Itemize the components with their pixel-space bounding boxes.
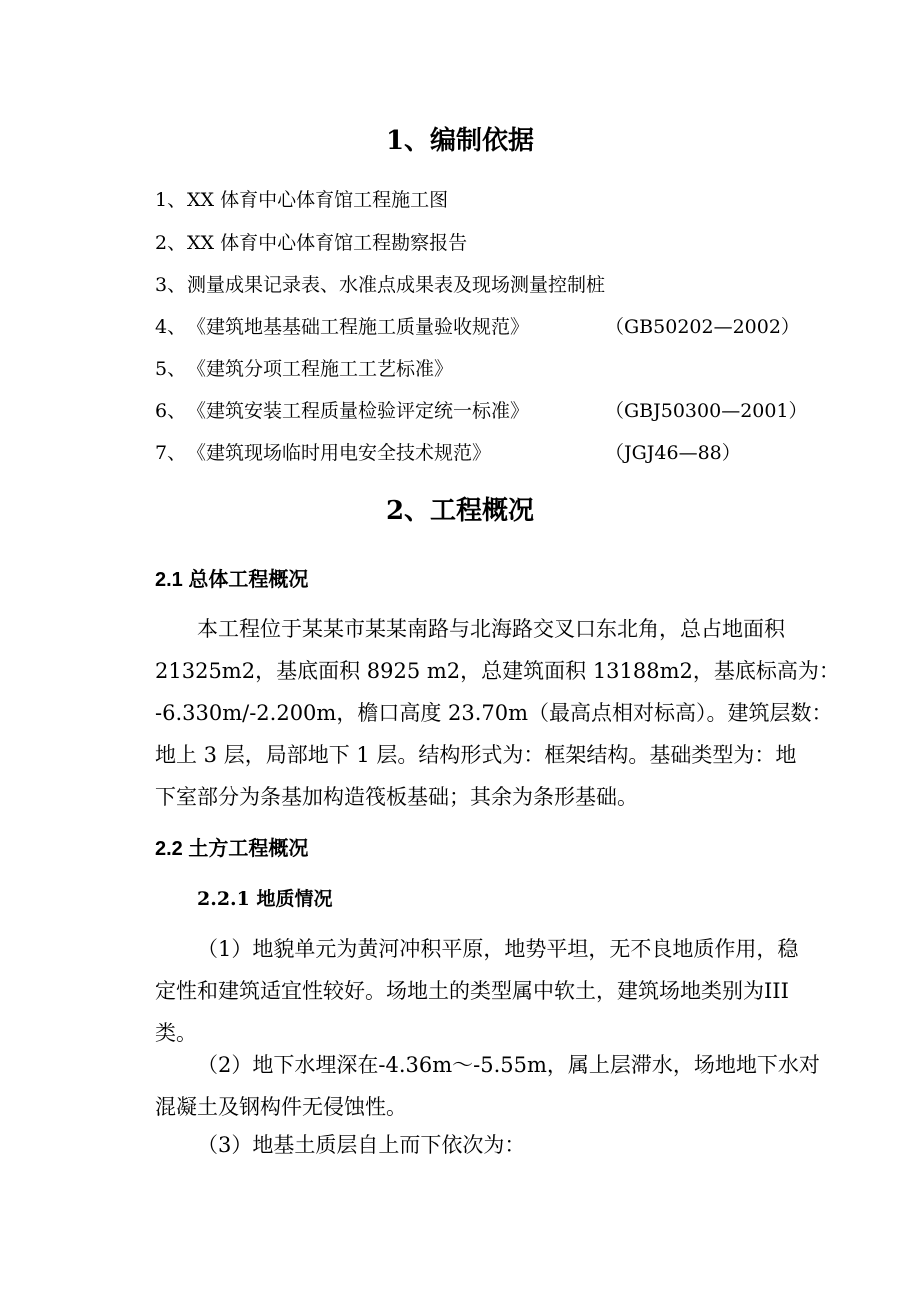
reference-number: 5、 <box>155 358 187 380</box>
reference-text: XX 体育中心体育馆工程施工图 <box>187 189 449 211</box>
section-2-title: 2、工程概况 <box>385 496 535 526</box>
reference-number: 2、 <box>155 232 187 254</box>
paragraph-line: （2）地下水埋深在-4.36m～-5.55m，属上层滞水，场地地下水对 <box>197 1053 820 1077</box>
reference-item <box>155 396 808 423</box>
reference-number: 7、 <box>155 442 187 464</box>
reference-code: （JGJ46—88） <box>605 442 741 464</box>
subsection-2-1-heading: 2.1 总体工程概况 <box>155 569 309 591</box>
reference-number: 4、 <box>155 316 187 338</box>
paragraph-line: （3）地基土质层自上而下依次为： <box>197 1133 526 1157</box>
section-1-title: 1、编制依据 <box>385 126 535 156</box>
reference-text: 《建筑分项工程施工工艺标准》 <box>187 358 454 380</box>
reference-item <box>155 312 800 339</box>
reference-number: 3、 <box>155 274 187 296</box>
paragraph-line: 下室部分为条基加构造筏板基础；其余为条形基础。 <box>155 785 638 809</box>
reference-text: 测量成果记录表、水准点成果表及现场测量控制桩 <box>187 274 606 296</box>
reference-item <box>155 354 453 381</box>
paragraph-line: 地上 3 层，局部地下 1 层。结构形式为：框架结构。基础类型为：地 <box>155 743 797 767</box>
reference-item <box>155 438 741 465</box>
paragraph-line: 定性和建筑适宜性较好。场地土的类型属中软土，建筑场地类别为III <box>155 979 789 1003</box>
reference-text: 《建筑现场临时用电安全技术规范》 <box>187 442 492 464</box>
reference-item <box>155 185 448 212</box>
reference-item <box>155 270 605 297</box>
reference-text: XX 体育中心体育馆工程勘察报告 <box>187 232 468 254</box>
reference-item <box>155 228 467 255</box>
reference-number: 6、 <box>155 400 187 422</box>
reference-text: 《建筑安装工程质量检验评定统一标准》 <box>187 400 530 422</box>
reference-code: （GB50202—2002） <box>605 316 800 338</box>
reference-code: （GBJ50300—2001） <box>605 400 808 422</box>
paragraph-line: 21325m2，基底面积 8925 m2，总建筑面积 13188m2，基底标高为： <box>155 659 840 683</box>
subsection-2-2-heading: 2.2 土方工程概况 <box>155 838 309 860</box>
paragraph-line: （1）地貌单元为黄河冲积平原，地势平坦，无不良地质作用，稳 <box>197 937 799 961</box>
paragraph-line: 类。 <box>155 1021 197 1045</box>
subsection-2-2-1-heading: 2.2.1 地质情况 <box>197 888 333 910</box>
paragraph-line: 本工程位于某某市某某南路与北海路交叉口东北角，总占地面积 <box>197 617 785 641</box>
paragraph-line: 混凝土及钢构件无侵蚀性。 <box>155 1095 407 1119</box>
reference-number: 1、 <box>155 189 187 211</box>
paragraph-line: -6.330m/-2.200m，檐口高度 23.70m（最高点相对标高）。建筑层数： <box>155 701 833 725</box>
reference-text: 《建筑地基基础工程施工质量验收规范》 <box>187 316 530 338</box>
